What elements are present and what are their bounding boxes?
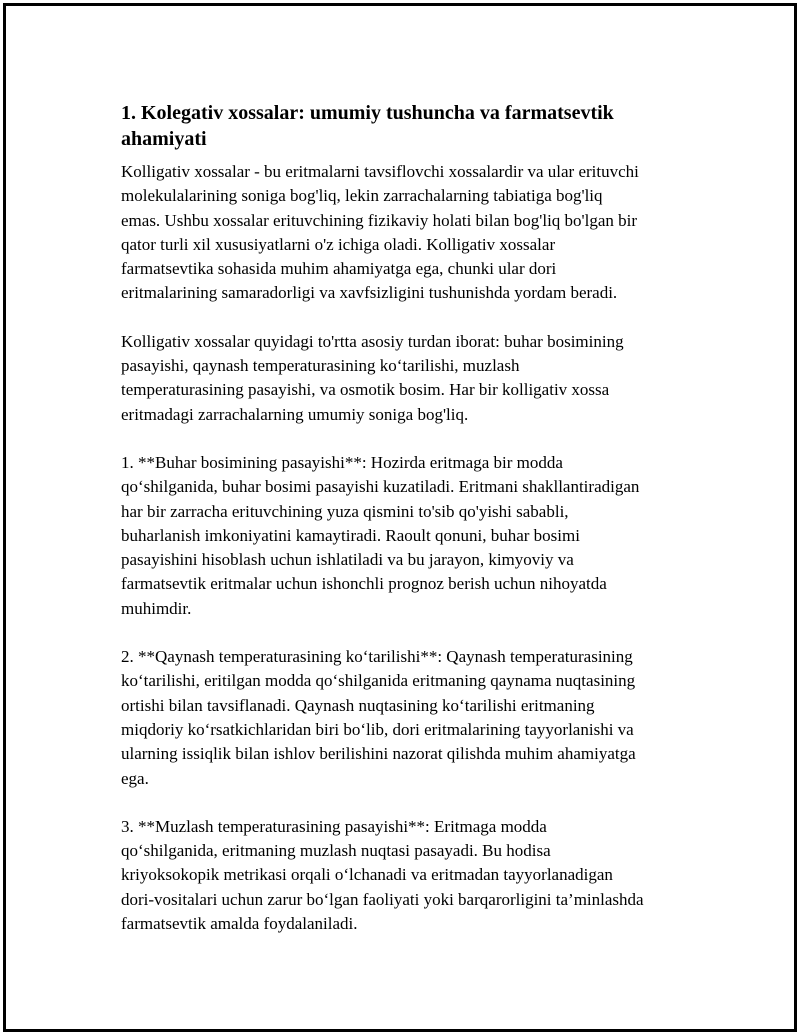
text-line: farmatsevtika sohasida muhim ahamiyatga ega, chunki ular dori (121, 259, 557, 279)
text-line: eritmadagi zarrachalarning umumiy soniga bog'liq. (121, 404, 469, 424)
paragraph-boiling-point (121, 645, 701, 791)
paragraph-freezing-point (121, 815, 701, 936)
page-frame (3, 3, 797, 1032)
text-line: pasayishi, qaynash temperaturasining ko‘tarilishi, muzlash (121, 356, 520, 376)
text-line: ortishi bilan tavsiflanadi. Qaynash nuqtasining ko‘tarilishi eritmaning (121, 695, 595, 715)
text-line: ularning issiqlik bilan ishlov berilishini nazorat qilishda muhim ahamiyatga (121, 744, 636, 764)
text-line: har bir zarracha erituvchining yuza qismini to'sib qo'yishi sababli, (121, 501, 569, 521)
text-line: ko‘tarilishi, eritilgan modda qo‘shilganida eritmaning qaynama nuqtasining (121, 671, 636, 691)
text-line: eritmalarining samaradorligi va xavfsizligini tushunishda yordam beradi. (121, 283, 618, 303)
text-line: qo‘shilganida, buhar bosimi pasayishi kuzatiladi. Eritmani shakllantiradigan (121, 477, 640, 497)
heading-line: 1. Kolegativ xossalar: umumiy tushuncha va farmatsevtik (121, 102, 614, 124)
paragraph-vapor-pressure (121, 451, 701, 621)
text-line: 3. **Muzlash temperaturasining pasayishi**: Eritmaga modda (121, 816, 547, 836)
text-line: emas. Ushbu xossalar erituvchining fizikaviy holati bilan bog'liq bo'lgan bir (121, 210, 638, 230)
text-line: ega. (121, 768, 149, 788)
text-line: miqdoriy ko‘rsatkichlaridan biri bo‘lib, dori eritmalarining tayyorlanishi va (121, 719, 634, 739)
paragraph-intro (121, 160, 701, 306)
text-line: Kolligativ xossalar quyidagi to'rtta asosiy turdan iborat: buhar bosimining (121, 331, 624, 351)
text-line: kriyoksokopik metrikasi orqali o‘lchanadi va eritmadan tayyorlanadigan (121, 865, 613, 885)
text-line: qo‘shilganida, eritmaning muzlash nuqtasi pasayadi. Bu hodisa (121, 841, 551, 861)
text-line: pasayishini hisoblash uchun ishlatiladi va bu jarayon, kimyoviy va (121, 550, 574, 570)
text-line: dori-vositalari uchun zarur bo‘lgan faoliyati yoki barqarorligini ta’minlashda (121, 889, 644, 909)
text-line: muhimdir. (121, 598, 192, 618)
heading-line: ahamiyati (121, 128, 207, 150)
text-line: temperaturasining pasayishi, va osmotik bosim. Har bir kolligativ xossa (121, 380, 610, 400)
paragraph-types (121, 330, 701, 427)
document-body (121, 100, 701, 960)
text-line: Kolligativ xossalar - bu eritmalarni tavsiflovchi xossalardir va ular erituvchi (121, 162, 639, 181)
text-line: 2. **Qaynash temperaturasining ko‘tarilishi**: Qaynash temperaturasining (121, 647, 633, 667)
text-line: farmatsevtik eritmalar uchun ishonchli prognoz berish uchun nihoyatda (121, 574, 607, 594)
text-line: 1. **Buhar bosimining pasayishi**: Hozirda eritmaga bir modda (121, 452, 563, 472)
section-heading (121, 100, 701, 152)
text-line: qator turli xil xususiyatlarni o'z ichiga oladi. Kolligativ xossalar (121, 234, 556, 254)
text-line: buharlanish imkoniyatini kamaytiradi. Raoult qonuni, buhar bosimi (121, 525, 580, 545)
text-line: molekulalarining soniga bog'liq, lekin zarrachalarning tabiatiga bog'liq (121, 186, 603, 206)
text-line: farmatsevtik amalda foydalaniladi. (121, 914, 358, 934)
